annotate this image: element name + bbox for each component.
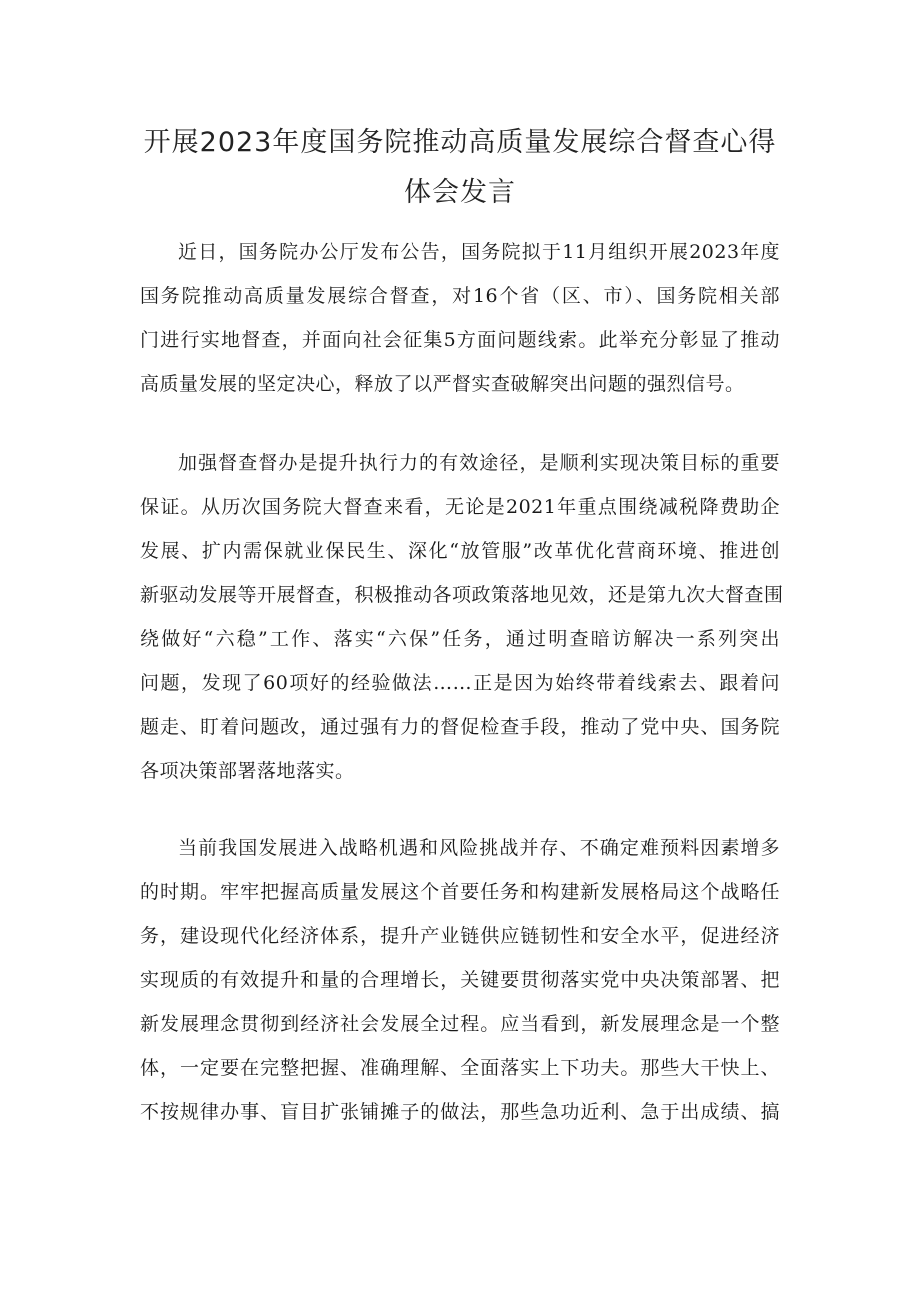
- paragraph-line: 保证。从历次国务院大督查来看，无论是2021年重点围绕减税降费助企: [140, 496, 780, 518]
- paragraph-line: 新发展理念贯彻到经济社会发展全过程。应当看到，新发展理念是一个整: [140, 1013, 780, 1035]
- paragraph-line: 高质量发展的坚定决心，释放了以严督实查破解突出问题的强烈信号。: [140, 373, 745, 395]
- paragraph-line: 新驱动发展等开展督查，积极推动各项政策落地见效，还是第九次大督查围: [140, 584, 784, 606]
- paragraph-line: 不按规律办事、盲目扩张铺摊子的做法，那些急功近利、急于出成绩、搞: [140, 1101, 780, 1123]
- paragraph-line: 国务院推动高质量发展综合督查，对16个省（区、市）、国务院相关部: [140, 285, 780, 307]
- paragraph-line: 绕做好“六稳”工作、落实“六保”任务，通过明查暗访解决一系列突出: [140, 628, 780, 650]
- paragraph-line: 题走、盯着问题改，通过强有力的督促检查手段，推动了党中央、国务院: [140, 716, 780, 738]
- paragraph-line: 问题，发现了60项好的经验做法……正是因为始终带着线索去、跟着问: [140, 672, 780, 694]
- document-title-line-1: 开展2023年度国务院推动高质量发展综合督查心得: [143, 127, 777, 158]
- paragraph-line: 体，一定要在完整把握、准确理解、全面落实上下功夫。那些大干快上、: [140, 1057, 780, 1079]
- paragraph-line: 近日，国务院办公厅发布公告，国务院拟于11月组织开展2023年度: [178, 241, 780, 263]
- paragraph-line: 的时期。牢牢把握高质量发展这个首要任务和构建新发展格局这个战略任: [140, 881, 780, 903]
- paragraph-line: 当前我国发展进入战略机遇和风险挑战并存、不确定难预料因素增多: [178, 837, 780, 859]
- paragraph-line: 门进行实地督查，并面向社会征集5方面问题线索。此举充分彰显了推动: [140, 329, 780, 351]
- paragraph-1: [140, 230, 780, 406]
- paragraph-line: 各项决策部署落地落实。: [140, 760, 355, 782]
- paragraph-2: [140, 441, 784, 793]
- paragraph-line: 实现质的有效提升和量的合理增长，关键要贯彻落实党中央决策部署、把: [140, 969, 780, 991]
- paragraph-line: 发展、扩内需保就业保民生、深化“放管服”改革优化营商环境、推进创: [140, 540, 780, 562]
- document-title-line-2: 体会发言: [404, 177, 516, 208]
- paragraph-line: 务，建设现代化经济体系，提升产业链供应链韧性和安全水平，促进经济: [140, 925, 780, 947]
- paragraph-3: [140, 826, 780, 1134]
- paragraph-line: 加强督查督办是提升执行力的有效途径，是顺利实现决策目标的重要: [178, 452, 780, 474]
